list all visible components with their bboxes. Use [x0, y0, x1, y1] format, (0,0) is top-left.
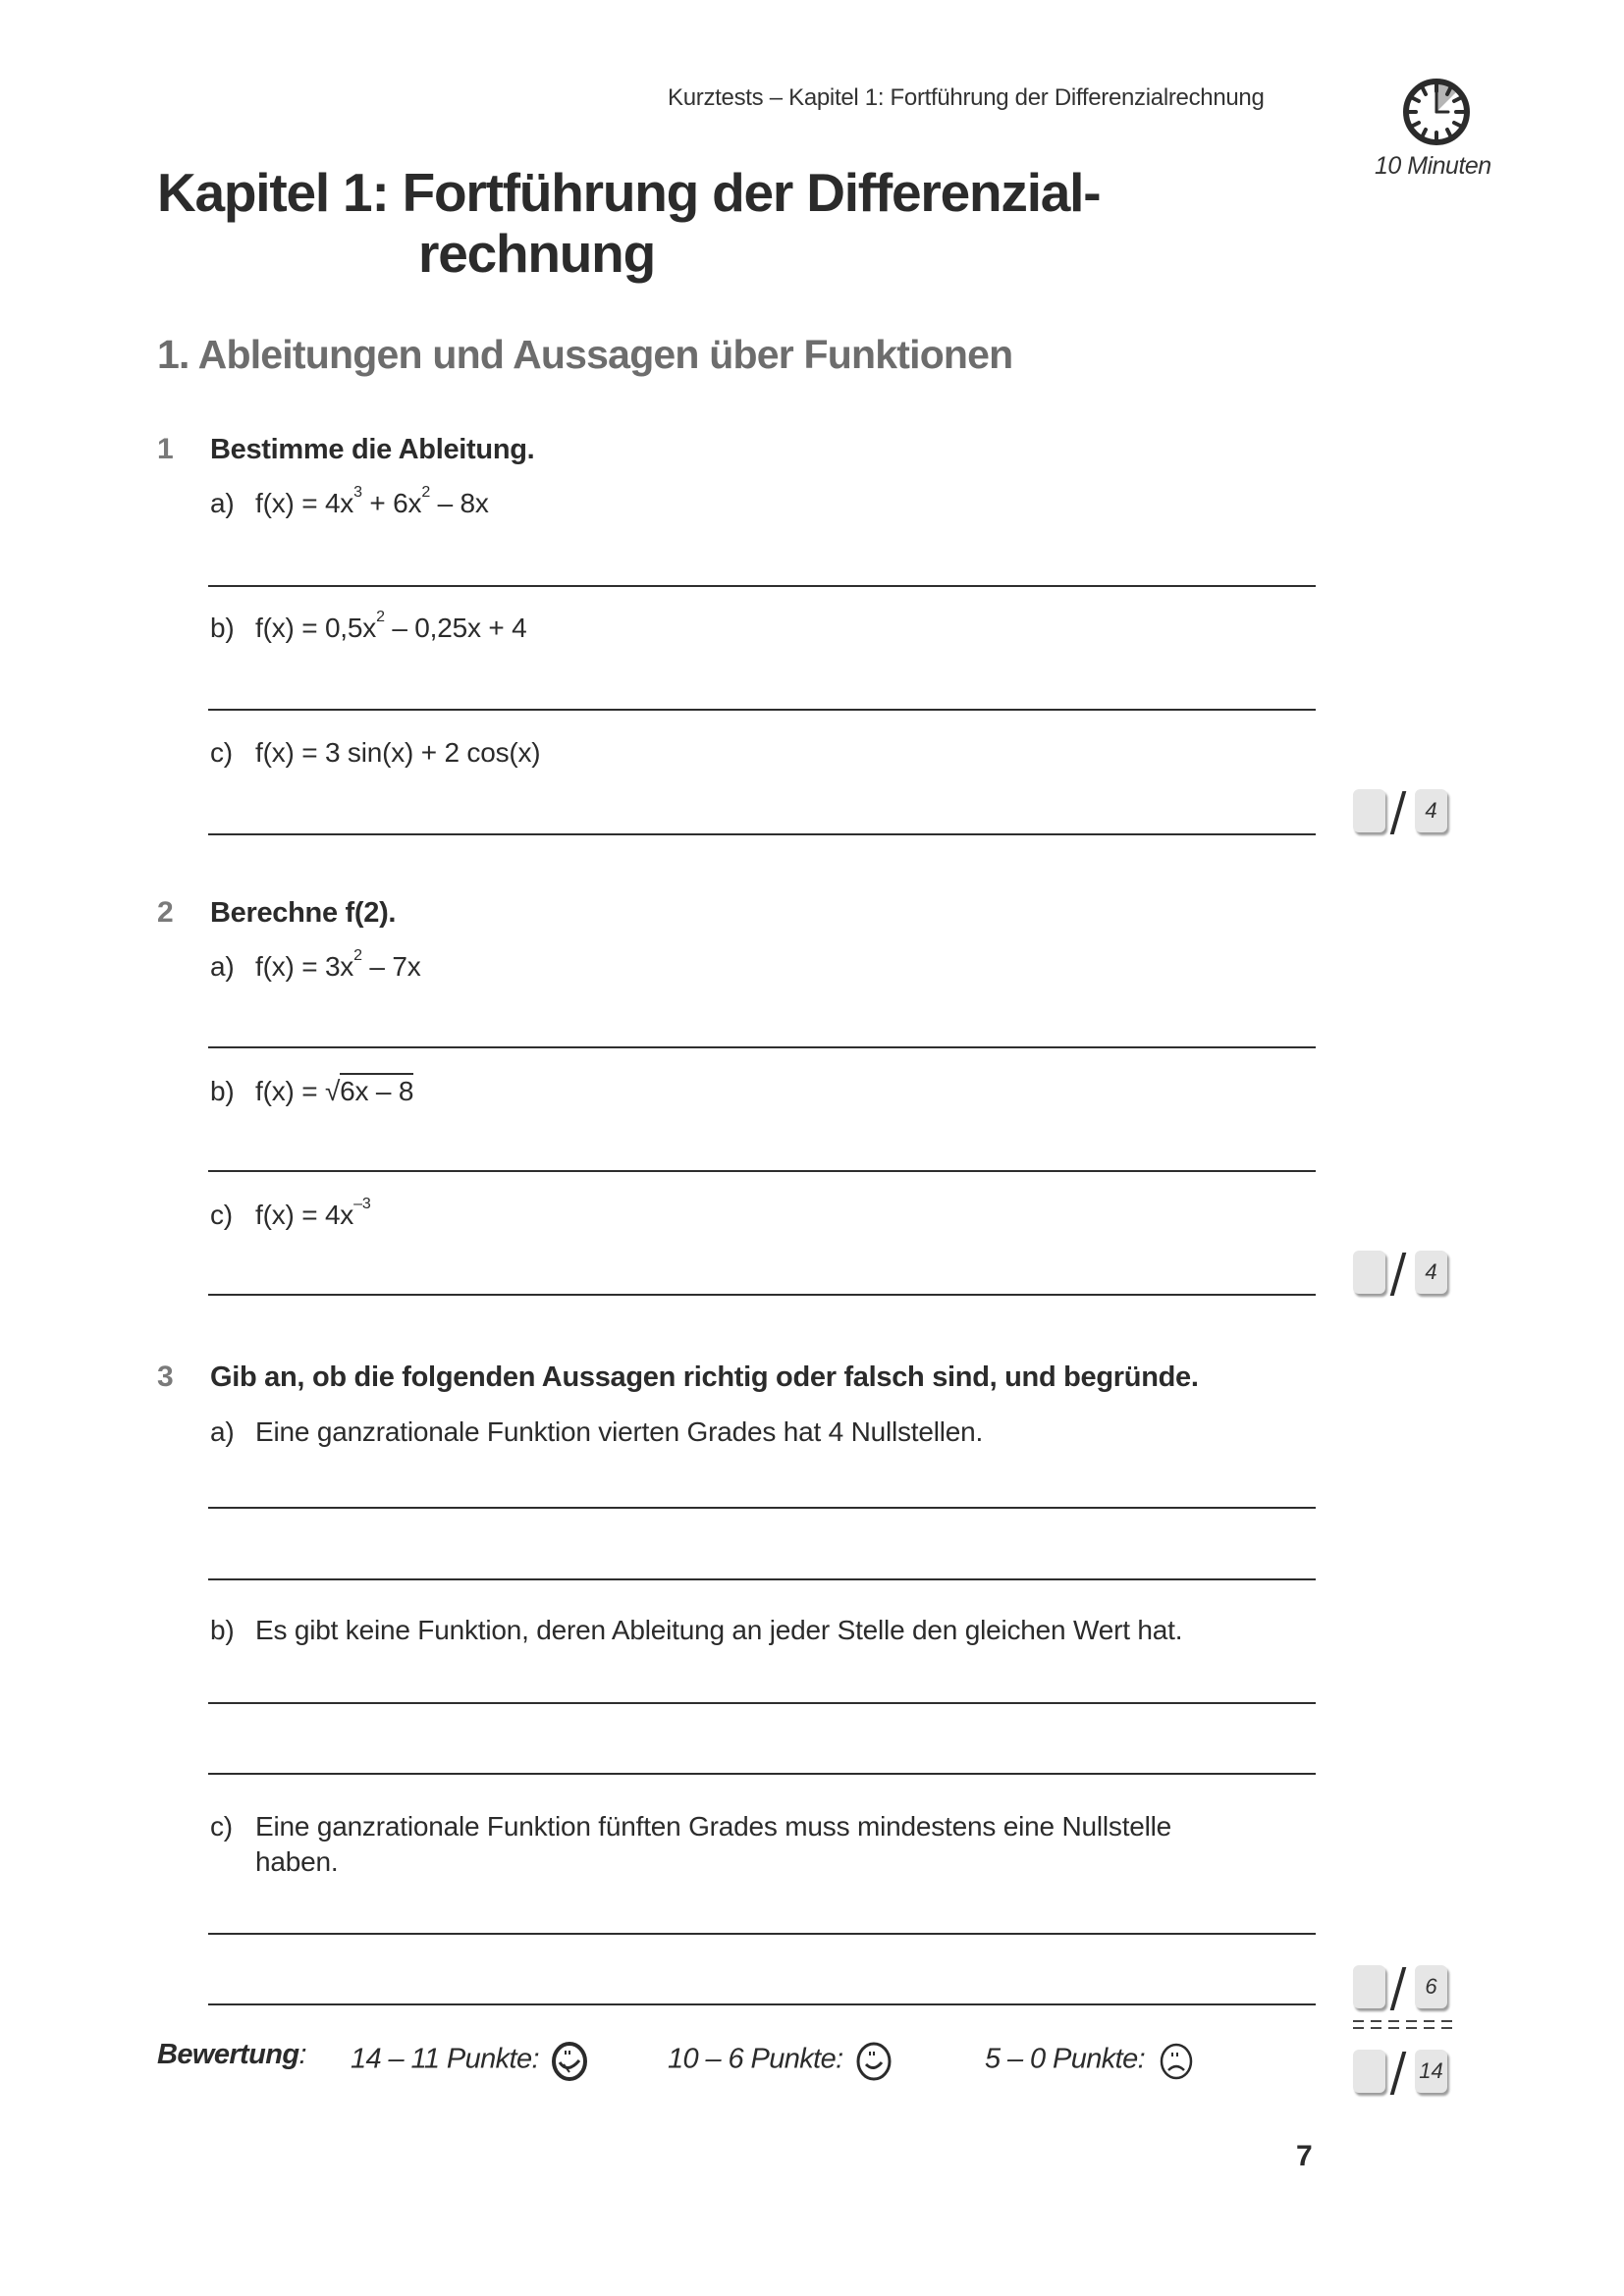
answer-line[interactable] — [208, 1507, 1316, 1509]
rating-scale: Bewertung: 14 – 11 Punkte: 10 – 6 Punkte: 5 – 0 Punkte: — [157, 2039, 1237, 2088]
task-item — [210, 737, 540, 769]
score-box-task-3 — [1353, 1965, 1459, 2012]
task-item — [210, 484, 489, 519]
total-achieved-field[interactable] — [1353, 2050, 1385, 2093]
time-limit-label: 10 Minuten — [1375, 152, 1491, 180]
score-max: 6 — [1415, 1965, 1447, 2008]
item-label: c) — [210, 1811, 233, 1842]
score-box-task-2 — [1353, 1251, 1459, 1298]
item-label: b) — [210, 1615, 235, 1645]
statement: Es gibt keine Funktion, deren Ableitung an jeder Stelle den gleichen Wert hat. — [255, 1615, 1183, 1645]
answer-line[interactable] — [208, 833, 1316, 835]
task-number: 1 — [157, 433, 174, 465]
rating-level-good: 14 – 11 Punkte: — [351, 2039, 589, 2082]
task-item — [210, 1416, 983, 1448]
clock-icon — [1399, 75, 1474, 149]
rating-level-medium: 10 – 6 Punkte: — [668, 2039, 893, 2082]
task-item — [210, 1196, 371, 1231]
answer-line[interactable] — [208, 585, 1316, 587]
page-title — [157, 162, 1100, 284]
big-smile-icon — [550, 2039, 589, 2082]
statement: Eine ganzrationale Funktion fünften Grades muss mindestens eine Nullstelle — [255, 1811, 1172, 1842]
statement: Eine ganzrationale Funktion vierten Grades hat 4 Nullstellen. — [255, 1416, 984, 1447]
score-max: 4 — [1415, 1251, 1447, 1294]
formula: $f(x) = 4x^3 + 6x^2 - 8x$ — [255, 484, 489, 518]
task-item — [210, 1615, 1182, 1646]
answer-line[interactable] — [208, 1046, 1316, 1048]
rating-label: Bewertung — [157, 2039, 299, 2070]
total-max: 14 — [1415, 2050, 1447, 2093]
task-number: 3 — [157, 1361, 174, 1393]
answer-line[interactable] — [208, 1773, 1316, 1775]
item-label: a) — [210, 488, 235, 518]
answer-line[interactable] — [208, 2003, 1316, 2005]
slash-divider — [1390, 2052, 1407, 2095]
slash-divider — [1390, 1967, 1407, 2010]
page-title-line1: Kapitel 1: Fortführung der Differenzial- — [157, 162, 1101, 223]
score-achieved-field[interactable] — [1353, 1965, 1385, 2008]
answer-line[interactable] — [208, 1702, 1316, 1704]
item-label: c) — [210, 1200, 233, 1230]
rating-level-poor: 5 – 0 Punkte: — [985, 2039, 1196, 2082]
score-max: 4 — [1415, 789, 1447, 832]
answer-line[interactable] — [208, 1294, 1316, 1296]
task-item — [210, 1076, 413, 1107]
answer-line[interactable] — [208, 1933, 1316, 1935]
running-head: Kurztests – Kapitel 1: Fortführung der Differenzialrechnung — [668, 84, 1265, 111]
slash-divider — [1390, 791, 1407, 834]
item-label: a) — [210, 951, 235, 982]
item-label: b) — [210, 613, 235, 643]
item-label: a) — [210, 1416, 235, 1447]
task-item — [210, 947, 421, 983]
page-title-line2: rechnung — [418, 223, 655, 284]
task-item — [210, 1809, 1171, 1880]
answer-line[interactable] — [208, 1170, 1316, 1172]
formula: f(x) = √6x – 8 — [255, 1073, 413, 1106]
formula: f(x) = 3 sin(x) + 2 cos(x) — [255, 737, 541, 768]
formula: $f(x) = 4x^{-3}$ — [255, 1196, 371, 1230]
item-label: b) — [210, 1076, 235, 1106]
formula: $f(x) = 0,5x^2 - 0,25x + 4$ — [255, 609, 527, 643]
statement-continued: haben. — [255, 1846, 339, 1877]
sum-separator — [1353, 2020, 1455, 2030]
section-heading: 1. Ableitungen und Aussagen über Funktionen — [157, 332, 1013, 377]
task-number: 2 — [157, 896, 174, 929]
task-prompt: Gib an, ob die folgenden Aussagen richtig oder falsch sind, und begründe. — [210, 1362, 1199, 1393]
score-box-total — [1353, 2050, 1459, 2097]
task-prompt: Bestimme die Ableitung. — [210, 434, 535, 465]
formula: $f(x) = 3x^2 - 7x$ — [255, 947, 421, 982]
task-prompt: Berechne f(2). — [210, 897, 397, 929]
answer-line[interactable] — [208, 1578, 1316, 1580]
slash-divider — [1390, 1253, 1407, 1296]
task-item — [210, 609, 527, 644]
item-label: c) — [210, 737, 233, 768]
smile-icon — [854, 2039, 893, 2082]
score-achieved-field[interactable] — [1353, 1251, 1385, 1294]
score-achieved-field[interactable] — [1353, 789, 1385, 832]
score-box-task-1 — [1353, 789, 1459, 836]
answer-line[interactable] — [208, 709, 1316, 711]
frown-icon — [1157, 2039, 1196, 2082]
page-number: 7 — [1296, 2140, 1313, 2172]
